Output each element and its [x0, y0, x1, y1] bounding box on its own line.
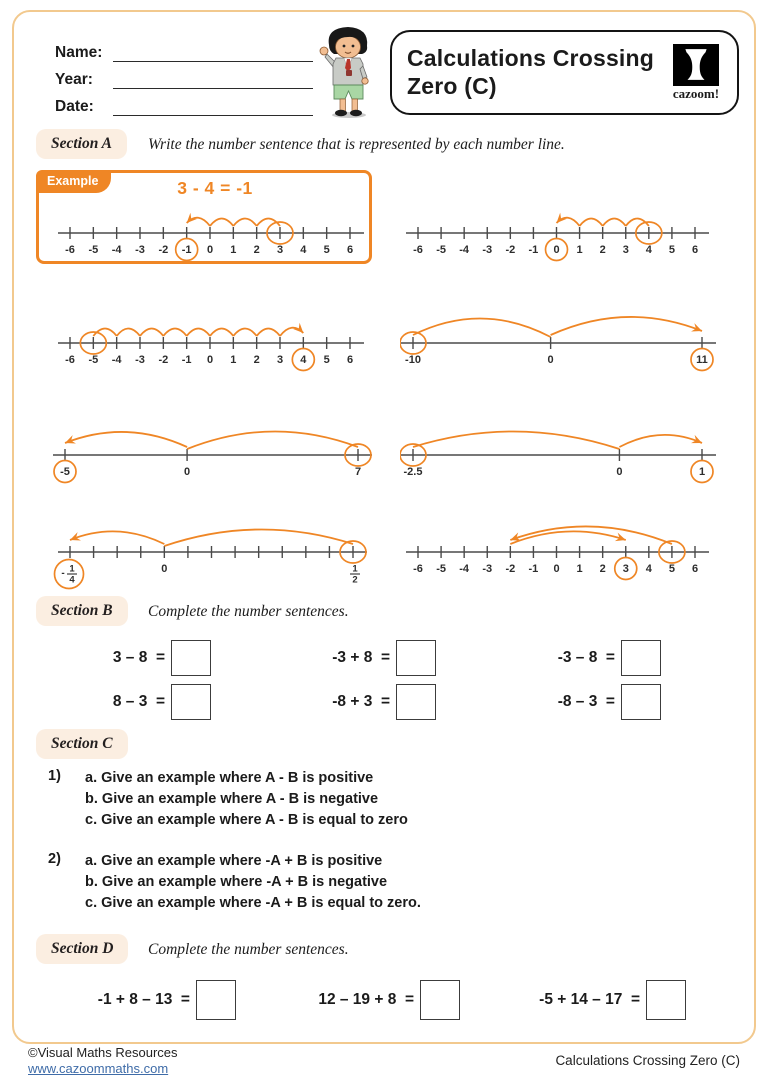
problem-expression: -1 + 8 – 13 = [97, 991, 190, 1008]
problem-b5 [280, 684, 436, 720]
svg-text:0: 0 [547, 354, 554, 366]
svg-text:6: 6 [691, 563, 699, 575]
svg-text:-6: -6 [413, 244, 423, 256]
number-line-5 [36, 420, 372, 490]
answer-box[interactable] [621, 684, 661, 720]
answer-box[interactable] [171, 684, 211, 720]
svg-text:5: 5 [668, 244, 675, 256]
svg-text:-2: -2 [158, 244, 169, 256]
svg-text:4: 4 [645, 244, 652, 256]
question-2-items [85, 851, 421, 914]
example-equation: 3 - 4 = -1 [177, 178, 253, 198]
svg-text:-3: -3 [135, 354, 145, 366]
problem-expression: -8 + 3 = [332, 693, 390, 710]
problem-b3 [505, 640, 661, 676]
question-1a: a. Give an example where A - B is positive [85, 770, 374, 786]
section-c-label: Section C [36, 729, 128, 759]
name-label: Name: [55, 44, 103, 61]
problem-expression: 8 – 3 = [112, 693, 165, 710]
number-line-4 [400, 312, 740, 378]
answer-box[interactable] [396, 640, 436, 676]
svg-text:6: 6 [346, 354, 354, 366]
number-line-7 [36, 515, 372, 597]
problem-b2 [280, 640, 436, 676]
svg-text:1: 1 [698, 466, 706, 478]
problem-expression: -5 + 14 – 17 = [539, 991, 640, 1008]
question-1-items [85, 768, 408, 831]
cazoom-logo-text: cazoom! [672, 85, 720, 101]
footer-worksheet-name: Calculations Crossing Zero (C) [555, 1053, 740, 1068]
svg-text:-3: -3 [482, 244, 493, 256]
svg-text:3: 3 [622, 244, 629, 256]
svg-text:6: 6 [346, 244, 354, 256]
svg-text:1: 1 [576, 563, 583, 575]
svg-text:1: 1 [69, 563, 75, 575]
name-input-line[interactable] [113, 42, 313, 62]
svg-text:0: 0 [553, 244, 560, 256]
problem-expression: -8 – 3 = [557, 693, 615, 710]
problem-b1 [55, 640, 211, 676]
problem-expression: -3 – 8 = [557, 649, 615, 666]
problem-d2 [282, 980, 460, 1020]
svg-text:11: 11 [696, 354, 708, 366]
svg-text:4: 4 [300, 244, 307, 256]
svg-text:-6: -6 [65, 354, 75, 366]
answer-box[interactable] [196, 980, 236, 1020]
section-b-label: Section B [36, 596, 128, 626]
svg-text:-5: -5 [436, 244, 446, 256]
title-line-2: Zero (C) [407, 72, 497, 99]
answer-box[interactable] [621, 640, 661, 676]
svg-text:5: 5 [323, 354, 330, 366]
svg-text:-1: -1 [181, 354, 192, 366]
number-line-8 [400, 515, 740, 597]
svg-text:2: 2 [599, 563, 606, 575]
svg-text:4: 4 [300, 354, 307, 366]
svg-text:-: - [61, 568, 65, 579]
question-2c: c. Give an example where -A + B is equal to zero. [85, 895, 421, 911]
svg-text:7: 7 [354, 466, 362, 478]
problem-b4 [55, 684, 211, 720]
svg-text:4: 4 [69, 574, 75, 586]
cazoom-logo [667, 44, 725, 102]
year-input-line[interactable] [113, 69, 313, 89]
svg-text:-1: -1 [181, 244, 192, 256]
svg-text:6: 6 [691, 244, 699, 256]
question-2a: a. Give an example where -A + B is positive [85, 853, 383, 869]
section-b-instruction: Complete the number sentences. [148, 603, 349, 620]
problem-expression: 12 – 19 + 8 = [318, 991, 414, 1008]
section-d-label: Section D [36, 934, 128, 964]
svg-text:0: 0 [553, 563, 560, 575]
student-info-fields [55, 36, 313, 117]
svg-text:-10: -10 [405, 354, 421, 366]
student-character-illustration [314, 24, 384, 120]
svg-text:-3: -3 [482, 563, 493, 575]
svg-text:-4: -4 [111, 354, 122, 366]
svg-text:5: 5 [323, 244, 330, 256]
svg-text:-2: -2 [505, 563, 516, 575]
svg-text:4: 4 [645, 563, 652, 575]
svg-text:0: 0 [161, 563, 168, 575]
svg-text:3: 3 [276, 244, 284, 256]
svg-text:2: 2 [599, 244, 606, 256]
svg-text:2: 2 [352, 574, 358, 586]
svg-text:1: 1 [352, 563, 358, 575]
svg-text:-4: -4 [459, 563, 470, 575]
problem-expression: -3 + 8 = [332, 649, 390, 666]
problem-d1 [58, 980, 236, 1020]
worksheet-title [407, 45, 667, 100]
section-d-instruction: Complete the number sentences. [148, 941, 349, 958]
question-1-number: 1) [48, 768, 61, 784]
svg-text:0: 0 [206, 354, 214, 366]
year-field-row [55, 63, 313, 89]
question-2b: b. Give an example where -A + B is negative [85, 874, 388, 890]
name-field-row [55, 36, 313, 62]
website-link[interactable]: www.cazoommaths.com [28, 1061, 169, 1076]
svg-text:0: 0 [184, 466, 191, 478]
svg-text:-5: -5 [88, 354, 99, 366]
svg-text:0: 0 [206, 244, 214, 256]
svg-text:-4: -4 [459, 244, 470, 256]
svg-text:-1: -1 [528, 244, 539, 256]
svg-text:1: 1 [230, 354, 237, 366]
svg-text:-5: -5 [88, 244, 99, 256]
title-line-1: Calculations Crossing [407, 44, 655, 71]
answer-box[interactable] [396, 684, 436, 720]
worksheet-title-box [390, 30, 739, 115]
section-a-label: Section A [36, 129, 127, 159]
question-1c: c. Give an example where A - B is equal to zero [85, 812, 408, 828]
answer-box[interactable] [420, 980, 460, 1020]
svg-text:-2: -2 [158, 354, 169, 366]
question-1b: b. Give an example where A - B is negative [85, 791, 379, 807]
svg-text:-4: -4 [111, 244, 122, 256]
svg-text:-3: -3 [135, 244, 145, 256]
problem-d3 [508, 980, 686, 1020]
question-2-number: 2) [48, 851, 61, 867]
svg-text:0: 0 [616, 466, 623, 478]
section-a-instruction: Write the number sentence that is represented by each number line. [148, 136, 565, 153]
problem-expression: 3 – 8 = [112, 649, 165, 666]
copyright-text: ©Visual Maths Resources [28, 1045, 178, 1060]
problem-b6 [505, 684, 661, 720]
svg-text:-5: -5 [436, 563, 446, 575]
svg-text:-6: -6 [65, 244, 75, 256]
example-tab: Example [36, 170, 111, 193]
svg-text:3: 3 [276, 354, 284, 366]
date-field-row [55, 90, 313, 116]
cazoom-logo-mark-icon [673, 44, 719, 86]
svg-text:2: 2 [253, 244, 260, 256]
svg-text:-2: -2 [505, 244, 516, 256]
svg-text:2: 2 [253, 354, 260, 366]
svg-text:-2.5: -2.5 [403, 466, 423, 478]
date-input-line[interactable] [113, 96, 313, 116]
year-label: Year: [55, 71, 93, 88]
svg-text:-1: -1 [528, 563, 539, 575]
svg-text:-6: -6 [413, 563, 423, 575]
answer-box[interactable] [646, 980, 686, 1020]
svg-text:-5: -5 [60, 466, 70, 478]
svg-text:5: 5 [668, 563, 675, 575]
answer-box[interactable] [171, 640, 211, 676]
number-line-6 [400, 420, 740, 490]
svg-text:1: 1 [576, 244, 583, 256]
number-line-example [36, 170, 372, 264]
svg-text:1: 1 [230, 244, 237, 256]
date-label: Date: [55, 98, 94, 115]
number-line-3 [36, 312, 372, 378]
number-line-2 [400, 170, 740, 264]
svg-text:3: 3 [622, 563, 629, 575]
